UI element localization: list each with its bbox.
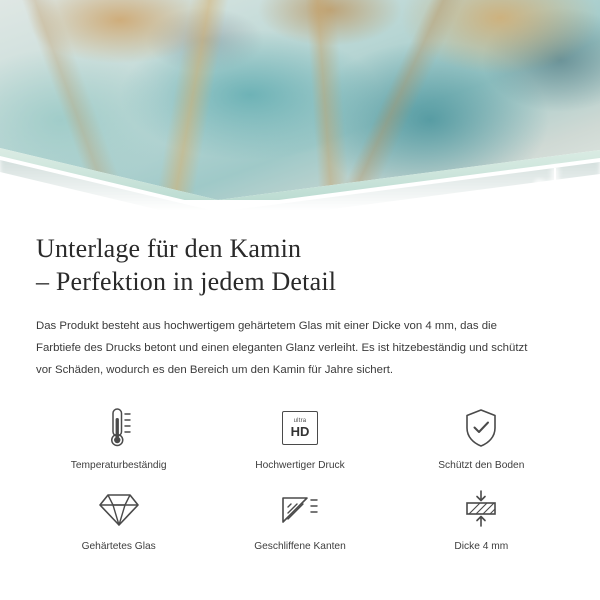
feature-floor-protection bbox=[391, 405, 572, 472]
badge-ultra-text: ultra bbox=[293, 418, 307, 425]
body-paragraph: Das Produkt besteht aus hochwertigem gehärtetem Glas mit einer Dicke von 4 mm, das die Farbtiefe des Drucks betont und einen eleganten Glanz verleiht. Es ist hitzebeständig und schützt vor Schäden, wodurch es den Bereich um den Kamin für Jahre sichert. bbox=[36, 319, 528, 376]
feature-label: Gehärtetes Glas bbox=[81, 541, 156, 553]
diamond-icon bbox=[96, 486, 142, 532]
ultra-hd-badge-icon bbox=[277, 405, 323, 451]
feature-grid bbox=[0, 405, 600, 554]
feature-thickness bbox=[391, 486, 572, 553]
feature-label: Hochwertiger Druck bbox=[255, 460, 345, 472]
headline-line-2: – Perfektion in jedem Detail bbox=[36, 267, 337, 297]
feature-label: Schützt den Boden bbox=[438, 460, 525, 472]
badge-hd-text: HD bbox=[290, 424, 310, 440]
text-content bbox=[0, 210, 600, 381]
feature-temperature-resistant bbox=[28, 405, 209, 472]
feature-tempered-glass bbox=[28, 486, 209, 553]
sparkle-small-icon bbox=[530, 182, 548, 200]
feature-high-quality-print bbox=[209, 405, 390, 472]
hero-image bbox=[0, 0, 600, 210]
headline-line-1: Unterlage für den Kamin bbox=[36, 234, 302, 263]
feature-label: Geschliffene Kanten bbox=[254, 541, 346, 553]
feature-label: Temperaturbeständig bbox=[70, 460, 167, 472]
thickness-arrows-icon bbox=[458, 486, 504, 532]
polished-edges-icon bbox=[277, 486, 323, 532]
feature-polished-edges bbox=[209, 486, 390, 553]
feature-label: Dicke 4 mm bbox=[454, 541, 509, 553]
shield-check-icon bbox=[458, 405, 504, 451]
page-title bbox=[36, 232, 564, 299]
thermometer-icon bbox=[96, 405, 142, 451]
